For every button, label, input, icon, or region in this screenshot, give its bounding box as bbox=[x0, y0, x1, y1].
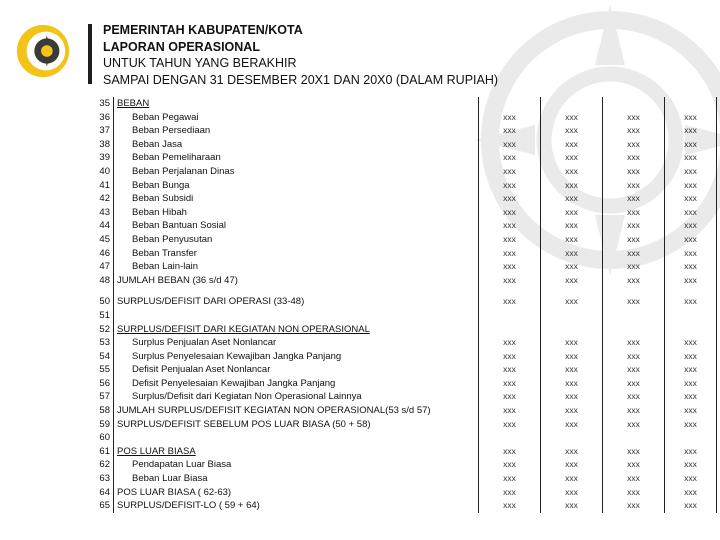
row-number: 53 bbox=[80, 336, 114, 350]
value-cell: xxx bbox=[541, 458, 603, 472]
value-cell: xxx bbox=[541, 499, 603, 513]
row-label: Beban Persediaan bbox=[132, 125, 211, 137]
table-row bbox=[80, 472, 717, 486]
value-cell: xxx bbox=[541, 445, 603, 459]
value-cell: xxx bbox=[479, 165, 541, 179]
value-cell: xxx bbox=[541, 233, 603, 247]
value-cell: xxx bbox=[603, 295, 665, 309]
value-cell: xxx bbox=[665, 458, 717, 472]
table-row bbox=[80, 431, 717, 445]
row-number: 40 bbox=[80, 165, 114, 179]
value-cell: xxx bbox=[603, 247, 665, 261]
row-label: Beban Lain-lain bbox=[132, 261, 199, 273]
row-label: Beban Subsidi bbox=[132, 193, 194, 205]
value-cell: xxx bbox=[665, 390, 717, 404]
row-description bbox=[114, 486, 479, 500]
row-description bbox=[114, 323, 479, 337]
header-divider bbox=[88, 24, 92, 84]
value-cell bbox=[665, 97, 717, 111]
value-cell: xxx bbox=[665, 274, 717, 288]
value-cell: xxx bbox=[479, 472, 541, 486]
value-cell: xxx bbox=[603, 445, 665, 459]
value-cell: xxx bbox=[479, 111, 541, 125]
value-cell: xxx bbox=[603, 350, 665, 364]
value-cell: xxx bbox=[541, 418, 603, 432]
report-body bbox=[80, 97, 717, 513]
row-number: 47 bbox=[80, 260, 114, 274]
value-cell: xxx bbox=[479, 486, 541, 500]
row-description bbox=[114, 97, 479, 111]
row-description bbox=[114, 431, 479, 445]
header-line-2: LAPORAN OPERASIONAL bbox=[103, 39, 260, 54]
table-row bbox=[80, 151, 717, 165]
row-description bbox=[114, 111, 479, 125]
table-row bbox=[80, 138, 717, 152]
table-row bbox=[80, 309, 717, 323]
row-label: Beban Pegawai bbox=[132, 111, 199, 123]
value-cell: xxx bbox=[603, 111, 665, 125]
value-cell bbox=[665, 431, 717, 445]
row-description bbox=[114, 404, 479, 418]
value-cell: xxx bbox=[603, 336, 665, 350]
value-cell: xxx bbox=[479, 179, 541, 193]
value-cell: xxx bbox=[603, 472, 665, 486]
value-cell: xxx bbox=[603, 206, 665, 220]
value-cell: xxx bbox=[541, 219, 603, 233]
value-cell: xxx bbox=[541, 390, 603, 404]
value-cell bbox=[479, 97, 541, 111]
row-number: 61 bbox=[80, 445, 114, 459]
value-cell: xxx bbox=[541, 151, 603, 165]
value-cell: xxx bbox=[665, 499, 717, 513]
value-cell: xxx bbox=[665, 165, 717, 179]
row-description bbox=[114, 363, 479, 377]
value-cell: xxx bbox=[665, 377, 717, 391]
table-row bbox=[80, 363, 717, 377]
value-cell: xxx bbox=[541, 472, 603, 486]
value-cell: xxx bbox=[541, 192, 603, 206]
row-number: 46 bbox=[80, 247, 114, 261]
row-number: 58 bbox=[80, 404, 114, 418]
row-label: Beban Luar Biasa bbox=[132, 473, 208, 485]
row-label: Beban Perjalanan Dinas bbox=[132, 165, 235, 177]
table-row bbox=[80, 418, 717, 432]
value-cell: xxx bbox=[665, 350, 717, 364]
row-description bbox=[114, 350, 479, 364]
header-line-1: PEMERINTAH KABUPATEN/KOTA bbox=[103, 23, 303, 37]
table-row bbox=[80, 336, 717, 350]
row-description bbox=[114, 445, 479, 459]
value-cell: xxx bbox=[541, 350, 603, 364]
row-label: Beban Hibah bbox=[132, 206, 187, 218]
row-description bbox=[114, 192, 479, 206]
row-number: 37 bbox=[80, 124, 114, 138]
value-cell: xxx bbox=[603, 124, 665, 138]
value-cell: xxx bbox=[665, 124, 717, 138]
value-cell: xxx bbox=[479, 350, 541, 364]
value-cell: xxx bbox=[603, 192, 665, 206]
value-cell: xxx bbox=[603, 138, 665, 152]
value-cell: xxx bbox=[541, 404, 603, 418]
value-cell: xxx bbox=[479, 151, 541, 165]
value-cell: xxx bbox=[479, 138, 541, 152]
row-description bbox=[114, 260, 479, 274]
table-row bbox=[80, 260, 717, 274]
row-number: 55 bbox=[80, 363, 114, 377]
value-cell: xxx bbox=[603, 274, 665, 288]
value-cell: xxx bbox=[665, 295, 717, 309]
value-cell bbox=[603, 97, 665, 111]
row-label: Defisit Penyelesaian Kewajiban Jangka Panjang bbox=[132, 377, 336, 389]
row-description bbox=[114, 219, 479, 233]
row-description bbox=[114, 472, 479, 486]
value-cell: xxx bbox=[541, 486, 603, 500]
row-description bbox=[114, 124, 479, 138]
value-cell: xxx bbox=[541, 377, 603, 391]
value-cell: xxx bbox=[603, 499, 665, 513]
row-description bbox=[114, 390, 479, 404]
value-cell: xxx bbox=[479, 295, 541, 309]
table-row bbox=[80, 111, 717, 125]
row-label: SURPLUS/DEFISIT-LO ( 59 + 64) bbox=[117, 500, 260, 512]
value-cell: xxx bbox=[541, 363, 603, 377]
value-cell: xxx bbox=[541, 260, 603, 274]
spacer-cell bbox=[479, 287, 541, 295]
table-row bbox=[80, 390, 717, 404]
row-number: 60 bbox=[80, 431, 114, 445]
row-description bbox=[114, 206, 479, 220]
row-label: JUMLAH SURPLUS/DEFISIT KEGIATAN NON OPERASIONAL(53 s/d 57) bbox=[117, 405, 431, 417]
value-cell: xxx bbox=[665, 260, 717, 274]
header-line-4: SAMPAI DENGAN 31 DESEMBER 20X1 DAN 20X0 (DALAM RUPIAH) bbox=[103, 72, 499, 87]
table-row bbox=[80, 219, 717, 233]
value-cell: xxx bbox=[665, 179, 717, 193]
row-description bbox=[114, 499, 479, 513]
table-row bbox=[80, 445, 717, 459]
value-cell: xxx bbox=[665, 192, 717, 206]
value-cell: xxx bbox=[603, 165, 665, 179]
value-cell: xxx bbox=[479, 363, 541, 377]
logo-icon bbox=[14, 22, 72, 80]
value-cell bbox=[541, 431, 603, 445]
value-cell: xxx bbox=[541, 336, 603, 350]
value-cell bbox=[603, 323, 665, 337]
table-row bbox=[80, 377, 717, 391]
spacer-cell bbox=[114, 287, 479, 295]
row-number: 51 bbox=[80, 309, 114, 323]
report-table bbox=[80, 97, 717, 513]
value-cell: xxx bbox=[665, 151, 717, 165]
row-description bbox=[114, 274, 479, 288]
value-cell bbox=[479, 323, 541, 337]
table-row bbox=[80, 97, 717, 111]
row-label: JUMLAH BEBAN (36 s/d 47) bbox=[117, 274, 238, 286]
row-label: POS LUAR BIASA bbox=[117, 445, 196, 457]
value-cell: xxx bbox=[665, 247, 717, 261]
row-label: Surplus/Defisit dari Kegiatan Non Operasional Lainnya bbox=[132, 391, 362, 403]
spacer-cell bbox=[603, 287, 665, 295]
value-cell bbox=[603, 309, 665, 323]
value-cell: xxx bbox=[541, 247, 603, 261]
row-label: Beban Transfer bbox=[132, 247, 197, 259]
row-label: BEBAN bbox=[117, 98, 150, 109]
spacer-cell bbox=[541, 287, 603, 295]
table-row bbox=[80, 486, 717, 500]
row-label: POS LUAR BIASA ( 62-63) bbox=[117, 486, 232, 498]
value-cell: xxx bbox=[541, 295, 603, 309]
value-cell: xxx bbox=[479, 219, 541, 233]
row-number: 38 bbox=[80, 138, 114, 152]
value-cell: xxx bbox=[479, 247, 541, 261]
value-cell: xxx bbox=[479, 499, 541, 513]
table-row bbox=[80, 350, 717, 364]
value-cell: xxx bbox=[479, 390, 541, 404]
row-label: Surplus Penjualan Aset Nonlancar bbox=[132, 337, 277, 349]
value-cell: xxx bbox=[665, 233, 717, 247]
value-cell: xxx bbox=[603, 458, 665, 472]
value-cell: xxx bbox=[665, 138, 717, 152]
row-number: 36 bbox=[80, 111, 114, 125]
table-row bbox=[80, 233, 717, 247]
row-number: 63 bbox=[80, 472, 114, 486]
value-cell: xxx bbox=[479, 260, 541, 274]
row-label: Surplus Penyelesaian Kewajiban Jangka Panjang bbox=[132, 350, 342, 362]
value-cell: xxx bbox=[479, 124, 541, 138]
value-cell: xxx bbox=[479, 192, 541, 206]
value-cell: xxx bbox=[603, 151, 665, 165]
row-description bbox=[114, 179, 479, 193]
row-number: 56 bbox=[80, 377, 114, 391]
row-number: 50 bbox=[80, 295, 114, 309]
value-cell: xxx bbox=[541, 138, 603, 152]
value-cell bbox=[541, 309, 603, 323]
value-cell: xxx bbox=[541, 111, 603, 125]
row-description bbox=[114, 336, 479, 350]
value-cell: xxx bbox=[479, 458, 541, 472]
value-cell: xxx bbox=[541, 206, 603, 220]
row-label: Defisit Penjualan Aset Nonlancar bbox=[132, 364, 271, 376]
value-cell: xxx bbox=[603, 179, 665, 193]
row-label: Pendapatan Luar Biasa bbox=[132, 459, 232, 471]
table-row bbox=[80, 192, 717, 206]
row-number: 44 bbox=[80, 219, 114, 233]
table-row bbox=[80, 206, 717, 220]
table-row bbox=[80, 458, 717, 472]
row-number: 54 bbox=[80, 350, 114, 364]
table-row bbox=[80, 247, 717, 261]
value-cell: xxx bbox=[665, 472, 717, 486]
value-cell: xxx bbox=[541, 274, 603, 288]
row-number: 62 bbox=[80, 458, 114, 472]
row-number: 45 bbox=[80, 233, 114, 247]
row-description bbox=[114, 138, 479, 152]
row-label: Beban Penyusutan bbox=[132, 233, 213, 245]
row-description bbox=[114, 151, 479, 165]
value-cell: xxx bbox=[665, 111, 717, 125]
row-description bbox=[114, 247, 479, 261]
spacer-cell bbox=[665, 287, 717, 295]
row-description bbox=[114, 309, 479, 323]
row-label: Beban Bunga bbox=[132, 179, 190, 191]
row-number: 39 bbox=[80, 151, 114, 165]
value-cell: xxx bbox=[479, 233, 541, 247]
value-cell bbox=[479, 309, 541, 323]
row-label: SURPLUS/DEFISIT DARI OPERASI (33-48) bbox=[117, 296, 305, 308]
row-number: 65 bbox=[80, 499, 114, 513]
value-cell: xxx bbox=[603, 219, 665, 233]
row-number: 35 bbox=[80, 97, 114, 111]
value-cell: xxx bbox=[479, 274, 541, 288]
row-number: 43 bbox=[80, 206, 114, 220]
value-cell: xxx bbox=[665, 418, 717, 432]
row-number: 48 bbox=[80, 274, 114, 288]
value-cell: xxx bbox=[665, 206, 717, 220]
table-row bbox=[80, 274, 717, 288]
row-number: 42 bbox=[80, 192, 114, 206]
row-number: 64 bbox=[80, 486, 114, 500]
value-cell: xxx bbox=[541, 179, 603, 193]
row-description bbox=[114, 233, 479, 247]
row-number: 59 bbox=[80, 418, 114, 432]
row-label: SURPLUS/DEFISIT SEBELUM POS LUAR BIASA (50 + 58) bbox=[117, 418, 371, 430]
report-header bbox=[103, 22, 498, 88]
table-row bbox=[80, 499, 717, 513]
table-row bbox=[80, 165, 717, 179]
value-cell: xxx bbox=[603, 390, 665, 404]
value-cell: xxx bbox=[603, 233, 665, 247]
value-cell bbox=[479, 431, 541, 445]
value-cell: xxx bbox=[479, 418, 541, 432]
table-row bbox=[80, 404, 717, 418]
value-cell: xxx bbox=[479, 206, 541, 220]
value-cell: xxx bbox=[603, 260, 665, 274]
row-label: Beban Jasa bbox=[132, 138, 183, 150]
value-cell: xxx bbox=[665, 336, 717, 350]
table-row bbox=[80, 179, 717, 193]
table-row bbox=[80, 323, 717, 337]
row-description bbox=[114, 165, 479, 179]
value-cell: xxx bbox=[665, 486, 717, 500]
value-cell bbox=[665, 323, 717, 337]
table-row bbox=[80, 295, 717, 309]
value-cell: xxx bbox=[603, 486, 665, 500]
header-line-3: UNTUK TAHUN YANG BERAKHIR bbox=[103, 56, 297, 70]
row-label: Beban Pemeliharaan bbox=[132, 152, 221, 164]
value-cell: xxx bbox=[603, 377, 665, 391]
value-cell: xxx bbox=[479, 445, 541, 459]
row-label: SURPLUS/DEFISIT DARI KEGIATAN NON OPERASIONAL bbox=[117, 323, 370, 335]
value-cell: xxx bbox=[541, 165, 603, 179]
row-label: Beban Bantuan Sosial bbox=[132, 220, 227, 232]
value-cell: xxx bbox=[665, 404, 717, 418]
value-cell bbox=[541, 97, 603, 111]
value-cell: xxx bbox=[665, 445, 717, 459]
row-number: 41 bbox=[80, 179, 114, 193]
row-description bbox=[114, 418, 479, 432]
value-cell bbox=[541, 323, 603, 337]
value-cell: xxx bbox=[603, 363, 665, 377]
spacer-row bbox=[80, 287, 717, 295]
value-cell: xxx bbox=[479, 377, 541, 391]
spacer-cell bbox=[80, 287, 114, 295]
row-description bbox=[114, 458, 479, 472]
value-cell: xxx bbox=[665, 363, 717, 377]
value-cell bbox=[665, 309, 717, 323]
row-description bbox=[114, 295, 479, 309]
value-cell: xxx bbox=[665, 219, 717, 233]
value-cell: xxx bbox=[479, 336, 541, 350]
row-description bbox=[114, 377, 479, 391]
row-number: 57 bbox=[80, 390, 114, 404]
row-number: 52 bbox=[80, 323, 114, 337]
value-cell bbox=[603, 431, 665, 445]
value-cell: xxx bbox=[603, 418, 665, 432]
value-cell: xxx bbox=[603, 404, 665, 418]
value-cell: xxx bbox=[541, 124, 603, 138]
value-cell: xxx bbox=[479, 404, 541, 418]
table-row bbox=[80, 124, 717, 138]
